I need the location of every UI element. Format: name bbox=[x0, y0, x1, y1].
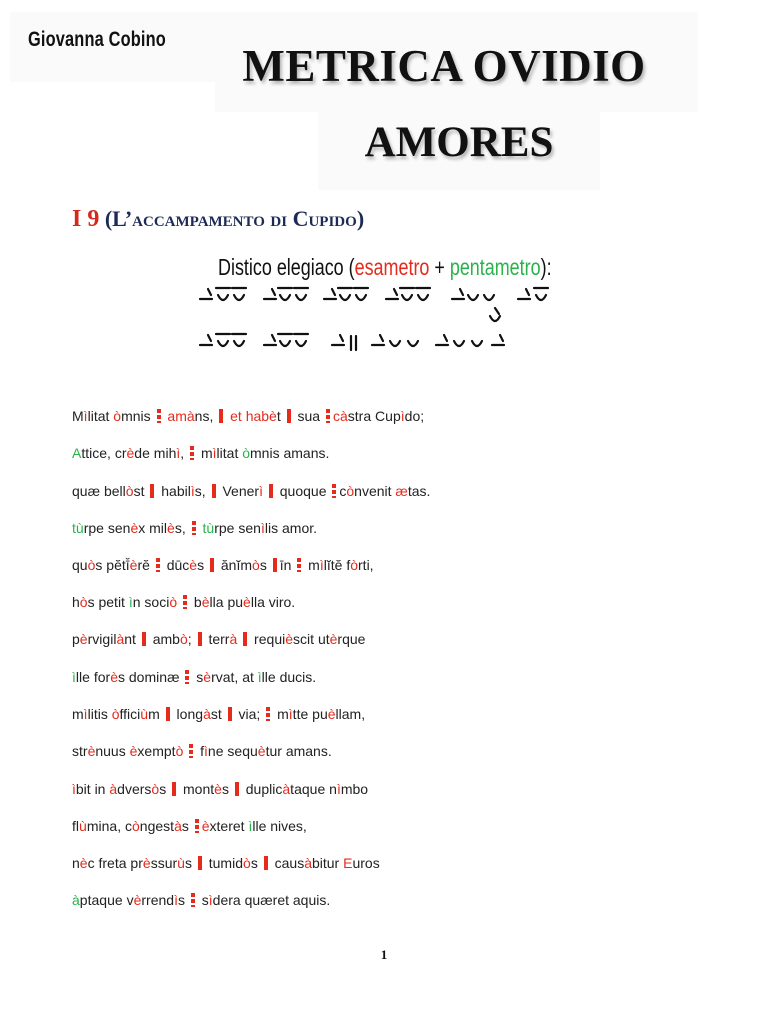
verse-segment: s bbox=[259, 557, 271, 573]
verse-segment: E bbox=[343, 855, 353, 871]
verse-segment: rvat, at bbox=[211, 669, 258, 685]
verse-segment: ănĭmò bbox=[220, 557, 260, 573]
verse-segment: pè bbox=[72, 631, 88, 647]
caesura-mark bbox=[332, 484, 336, 498]
verse-segment: c freta prè bbox=[87, 855, 151, 871]
verse-segment: nuus bbox=[95, 743, 130, 759]
page-subtitle: AMORES bbox=[364, 119, 554, 166]
foot-separator bbox=[235, 782, 239, 796]
verse-segment: s bbox=[184, 855, 196, 871]
verse-segment: cà bbox=[332, 408, 348, 424]
verse-segment: hò bbox=[72, 594, 88, 610]
verse-segment: habilìs, bbox=[161, 483, 206, 499]
caesura-mark bbox=[297, 558, 301, 572]
section-subtitle: L’accampamento di Cupido bbox=[112, 206, 357, 231]
verse-segment: dversò bbox=[117, 781, 160, 797]
caesura-mark bbox=[183, 595, 187, 609]
verse-segment: ttice, crè bbox=[81, 445, 135, 461]
verse-segment: mnis amans. bbox=[250, 445, 330, 461]
verse-segment: ambò; bbox=[152, 631, 192, 647]
foot-separator bbox=[198, 632, 202, 646]
foot-separator bbox=[142, 632, 146, 646]
verse-segment: ì bbox=[72, 669, 76, 685]
caesura-mark bbox=[185, 670, 189, 684]
verse-segment: mìlitis bbox=[72, 706, 108, 722]
verse-segment: sè bbox=[196, 669, 212, 685]
foot-separator bbox=[212, 484, 216, 498]
verse-segment: via; bbox=[234, 706, 265, 722]
verse-segment: æ bbox=[395, 483, 408, 499]
verse-line bbox=[72, 781, 368, 797]
verse-segment: x milès, bbox=[138, 520, 186, 536]
verse-segment: n sociò bbox=[132, 594, 178, 610]
verse-segment: xemptò bbox=[137, 743, 184, 759]
verse-segment: lle ducis. bbox=[261, 669, 317, 685]
verse-segment: A bbox=[72, 445, 82, 461]
verse-segment: s bbox=[181, 818, 193, 834]
verse-segment: mì bbox=[277, 706, 293, 722]
verse-segment: llam, bbox=[335, 706, 366, 722]
verse-segment: nt bbox=[124, 631, 140, 647]
verse-segment: ret aquis. bbox=[272, 892, 331, 908]
verse-segment: ngestà bbox=[139, 818, 182, 834]
verse-segment: lle forè bbox=[75, 669, 118, 685]
verse-segment: lla puè bbox=[209, 594, 251, 610]
verse-segment: xteret bbox=[209, 818, 249, 834]
section-paren-close: ) bbox=[356, 206, 365, 231]
verse-segment: sìdera quæ bbox=[201, 892, 273, 908]
verse-segment: ò bbox=[111, 706, 120, 722]
verse-segment: quæ bellò bbox=[72, 483, 134, 499]
verse-segment: tur amans. bbox=[265, 743, 332, 759]
verse-segment: tas. bbox=[407, 483, 431, 499]
verse-segment: s bbox=[250, 855, 262, 871]
meter-hexameter: esametro bbox=[354, 254, 430, 280]
verse-segment: īn bbox=[279, 557, 296, 573]
caesura-mark bbox=[157, 409, 161, 423]
verse-segment: sua bbox=[293, 408, 324, 424]
verse-segment: nè bbox=[72, 855, 88, 871]
page-title: METRICA OVIDIO bbox=[242, 41, 646, 91]
verse-segment: montè bbox=[183, 781, 222, 797]
verse-segment: rti, bbox=[358, 557, 374, 573]
verse-segment: stra Cupìdo; bbox=[347, 408, 425, 424]
verse-line bbox=[72, 669, 316, 685]
verse-segment: et habè bbox=[226, 408, 277, 424]
verse-segment: Mìlitat bbox=[72, 408, 110, 424]
meter-label bbox=[218, 254, 552, 281]
foot-separator bbox=[269, 484, 273, 498]
meter-prefix: Distico elegiaco ( bbox=[218, 254, 355, 280]
meter-suffix: ): bbox=[540, 254, 552, 280]
verse-segment: rrendìs bbox=[141, 892, 185, 908]
verse-segment: requiè bbox=[254, 631, 294, 647]
verse-segment: uros bbox=[352, 855, 380, 871]
verse-segment: m bbox=[148, 706, 164, 722]
verse-segment: flù bbox=[72, 818, 87, 834]
verse-line bbox=[72, 557, 374, 573]
verse-line bbox=[72, 594, 295, 610]
verse-segment: Venerì bbox=[222, 483, 263, 499]
caesura-mark bbox=[192, 521, 196, 535]
caesura-mark bbox=[189, 744, 193, 758]
verse-segment: mnis bbox=[121, 408, 155, 424]
verse-segment: s bbox=[159, 781, 171, 797]
verse-segment: lla viro. bbox=[250, 594, 296, 610]
verse-segment: bit in bbox=[75, 781, 110, 797]
verse-segment: amà bbox=[163, 408, 195, 424]
verse-segment: à bbox=[109, 781, 118, 797]
verse-segment: ò bbox=[113, 408, 122, 424]
verse-segment: strè bbox=[72, 743, 96, 759]
foot-separator bbox=[198, 856, 202, 870]
pentameter-scheme bbox=[200, 334, 504, 350]
verse-segment: scit utè bbox=[293, 631, 338, 647]
verse-line bbox=[72, 445, 329, 461]
verse-line bbox=[72, 855, 380, 871]
hexameter-scheme bbox=[200, 288, 548, 321]
verse-segment: tte puè bbox=[292, 706, 336, 722]
verse-line bbox=[72, 631, 365, 647]
verse-segment: s pĕtīè bbox=[95, 557, 138, 573]
foot-separator bbox=[243, 632, 247, 646]
verse-segment: ì bbox=[257, 669, 262, 685]
caesura-mark bbox=[326, 409, 330, 423]
verse-segment: st bbox=[210, 706, 226, 722]
verse-line bbox=[72, 743, 332, 759]
verse-line bbox=[72, 706, 365, 722]
verse-segment: à bbox=[72, 892, 80, 908]
verse-segment: nvenit bbox=[354, 483, 396, 499]
verse-segment: quò bbox=[72, 557, 96, 573]
verse-segment: tumidò bbox=[208, 855, 251, 871]
verse-segment: rvigilà bbox=[87, 631, 125, 647]
verse-segment: rque bbox=[337, 631, 366, 647]
verse-segment: fficiù bbox=[119, 706, 149, 722]
verse-segment: bè bbox=[193, 594, 210, 610]
verse-line bbox=[72, 892, 330, 908]
verse-segment: lle nives, bbox=[252, 818, 307, 834]
foot-separator bbox=[166, 707, 170, 721]
verse-segment: rpe senè bbox=[83, 520, 139, 536]
verse-segment: tù bbox=[72, 520, 84, 536]
verse-segment: s petit bbox=[87, 594, 129, 610]
caesura-mark bbox=[195, 819, 199, 833]
foot-separator bbox=[228, 707, 232, 721]
foot-separator bbox=[172, 782, 176, 796]
verse-line bbox=[72, 520, 317, 536]
caesura-mark bbox=[266, 707, 270, 721]
section-paren-open: ( bbox=[99, 206, 113, 231]
author-name: Giovanna Cobino bbox=[28, 28, 166, 51]
section-number: I 9 bbox=[72, 206, 100, 232]
verse-segment: fìne sequè bbox=[200, 743, 266, 759]
verse-segment: ò bbox=[242, 445, 251, 461]
page-number: 1 bbox=[380, 947, 388, 962]
verse-line bbox=[72, 408, 424, 424]
verse-segment: ptaque vè bbox=[79, 892, 142, 908]
verse-segment: s dominæ bbox=[117, 669, 180, 685]
meter-plus: + bbox=[429, 254, 450, 280]
verse-segment: è bbox=[201, 818, 210, 834]
caesura-mark bbox=[190, 446, 194, 460]
verse-segment: cò bbox=[339, 483, 355, 499]
verse-segment: rĕ bbox=[137, 557, 154, 573]
verse-segment: t bbox=[276, 408, 285, 424]
verse-segment: duplicà bbox=[245, 781, 291, 797]
verse-segment: de mihì, bbox=[134, 445, 185, 461]
verse-segment: ì bbox=[128, 594, 133, 610]
verse-segment: ns, bbox=[194, 408, 218, 424]
verse-segment: tù bbox=[198, 520, 215, 536]
verse-segment: ssurù bbox=[150, 855, 185, 871]
verse-segment: st bbox=[133, 483, 149, 499]
foot-separator bbox=[219, 409, 223, 423]
verse-segment: è bbox=[129, 743, 138, 759]
foot-separator bbox=[210, 558, 214, 572]
meter-pentameter: pentametro bbox=[449, 254, 541, 280]
verse-segment: causà bbox=[274, 855, 312, 871]
verse-segment: quoque bbox=[275, 483, 331, 499]
verse-segment: bitur bbox=[311, 855, 344, 871]
caesura-mark bbox=[191, 893, 195, 907]
caesura-mark bbox=[156, 558, 160, 572]
scansion-scheme bbox=[198, 286, 558, 366]
verse-segment: terrà bbox=[208, 631, 238, 647]
verse-segment: ì bbox=[72, 781, 76, 797]
verse-line bbox=[72, 818, 307, 834]
verse-segment: s bbox=[197, 557, 208, 573]
verse-segment: mina, cò bbox=[86, 818, 140, 834]
verse-segment: ì bbox=[248, 818, 253, 834]
foot-separator bbox=[264, 856, 268, 870]
verse-segment: mìlitat bbox=[200, 445, 239, 461]
section-heading bbox=[72, 206, 364, 233]
verse-segment: taque nìmbo bbox=[290, 781, 369, 797]
foot-separator bbox=[150, 484, 154, 498]
verse-segment: dūcè bbox=[166, 557, 198, 573]
foot-separator bbox=[287, 409, 291, 423]
verse-segment: longà bbox=[176, 706, 211, 722]
foot-separator bbox=[273, 558, 277, 572]
verse-segment: mìlĭtĕ fò bbox=[308, 557, 359, 573]
verse-line bbox=[72, 483, 430, 499]
verse-segment: rpe senìlis amor. bbox=[214, 520, 318, 536]
verse-segment: s bbox=[221, 781, 233, 797]
